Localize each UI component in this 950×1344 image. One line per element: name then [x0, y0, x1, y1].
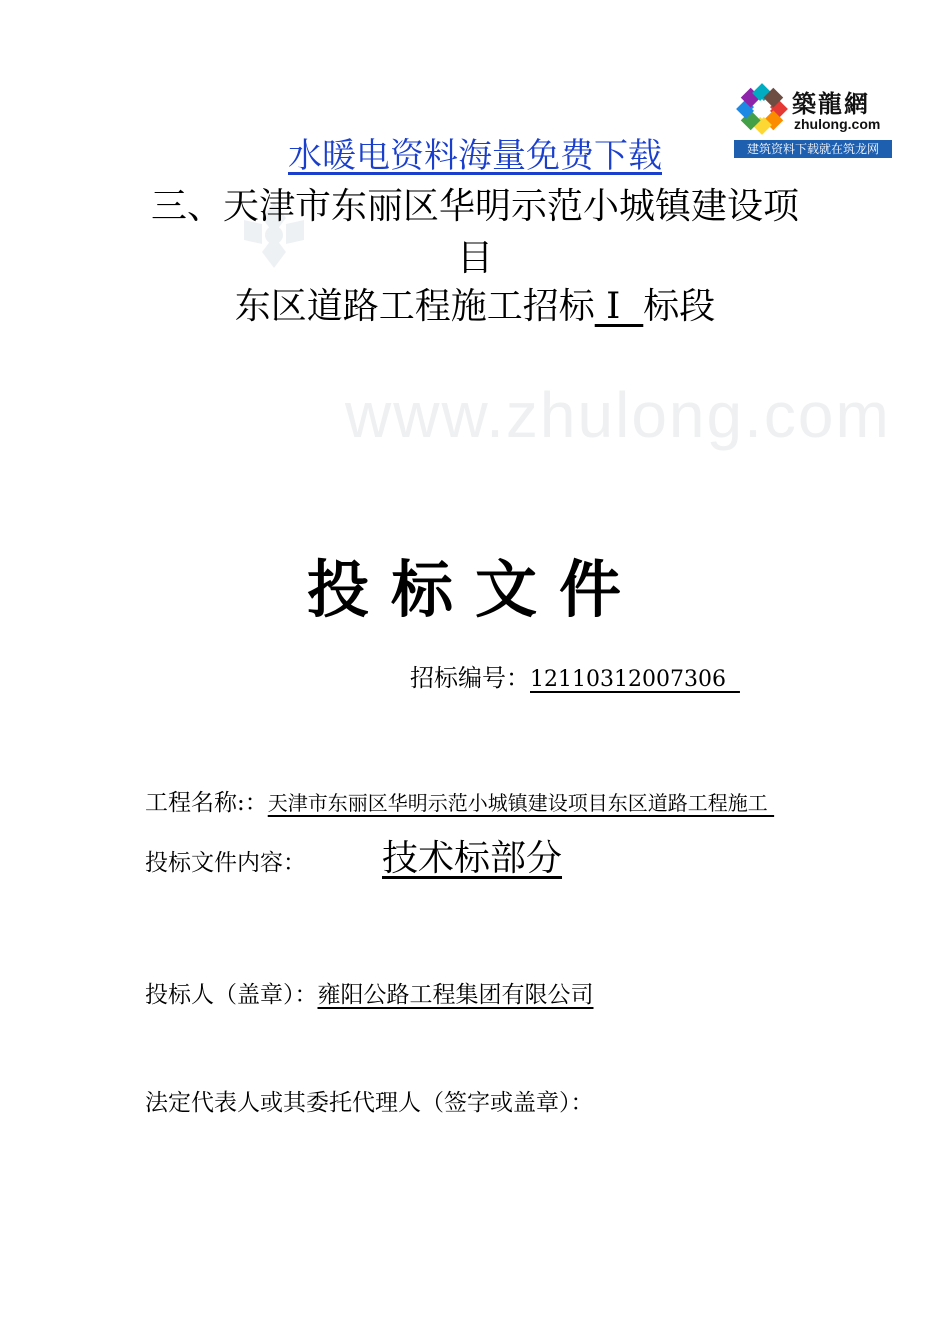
project-title-line1: 三、天津市东丽区华明示范小城镇建设项 [150, 186, 799, 227]
bid-content-row [145, 830, 562, 881]
bid-content-label: 投标文件内容： [145, 850, 306, 876]
logo-banner: 建筑资料下载就在筑龙网 [734, 140, 892, 158]
download-link[interactable]: 水暖电资料海量免费下载 [288, 136, 662, 176]
logo-name: 築龍網 [792, 89, 870, 118]
title-prefix: 东区道路工程施工招标 [234, 286, 595, 327]
project-name-label: 工程名称:： [145, 790, 268, 816]
bid-number-value: 12110312007306 [530, 667, 740, 692]
bid-number-label: 招标编号： [410, 664, 530, 692]
legal-rep-label: 法定代表人或其委托代理人（签字或盖章）： [145, 1090, 594, 1116]
legal-rep-row [145, 1084, 594, 1117]
section-number: Ⅰ [594, 286, 644, 327]
bid-number [410, 658, 740, 693]
project-title-line3 [0, 278, 950, 329]
project-title-line2: 目 [456, 238, 493, 279]
bidder-value: 雍阳公路工程集团有限公司 [317, 982, 594, 1008]
bid-content-value: 技术标部分 [382, 838, 563, 879]
title-suffix: 标段 [643, 286, 716, 327]
project-name-row [145, 784, 774, 817]
watermark-text: www.zhulong.com [345, 379, 891, 451]
project-name-value: 天津市东丽区华明示范小城镇建设项目东区道路工程施工 [267, 791, 775, 815]
document-title: 投标文件 [306, 553, 643, 626]
bidder-label: 投标人（盖章）： [145, 982, 318, 1008]
logo-domain: zhulong.com [794, 116, 881, 132]
bidder-row [145, 976, 594, 1009]
